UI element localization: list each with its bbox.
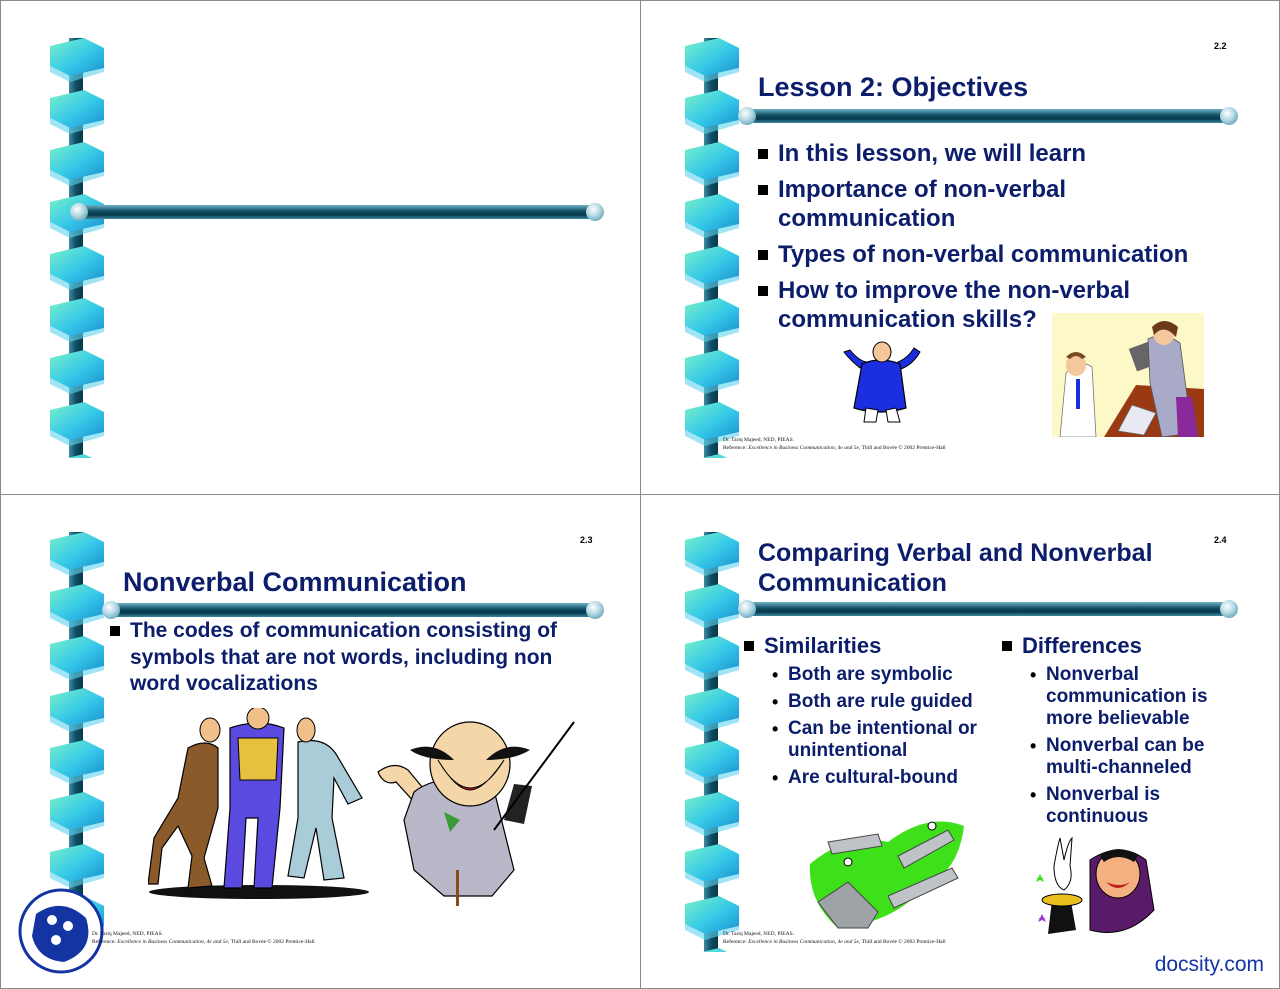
footer-reference: Reference: Excellence in Business Communication, 4e and 5e, Thill and Bovée © 2002 Prentice-Hall [723,939,946,945]
list-item: • Both are rule guided [772,691,973,712]
rod-knob-left [102,601,120,619]
slide-4 [640,494,1280,989]
list-item: • Can be intentional or unintentional [772,718,977,761]
slide-title: Nonverbal Communication [123,567,467,597]
rod-knob-right [1220,600,1238,618]
definition-list [110,618,588,698]
list-item: The codes of communication consisting of symbols that are not words, including non word vocalizations [110,618,588,698]
slide-number: 2.3 [580,535,593,545]
similarities-list [770,664,1000,794]
slide-2 [640,0,1280,494]
similarities-heading: Similarities [744,633,881,659]
objectives-list [758,139,1218,334]
rod-knob-left [738,600,756,618]
footer-author: Dr. Tariq Majeed, NED, PIEAS. [92,931,164,937]
rod-knob-right [586,203,604,221]
list-item: Importance of non-verbal communication [758,175,1108,233]
list-item: How to improve the non-verbal communication skills? [758,276,1178,334]
spiral-binding-icon [685,532,739,952]
shrugging-man-clipart [836,338,924,426]
list-item: • Nonverbal is continuous [1030,784,1161,827]
list-item: • Nonverbal communication is more believable [1030,664,1208,729]
differences-list [1028,664,1214,833]
title-rod [78,205,600,219]
rod-knob-left [70,203,88,221]
slide-footer [92,930,315,946]
slide-footer [723,436,946,452]
spiral-binding-icon [685,38,739,458]
slide-number: 2.4 [1214,535,1227,545]
rod-knob-right [586,601,604,619]
footer-author: Dr. Tariq Majeed, NED, PIEAS. [723,437,795,443]
title-rod [744,109,1234,123]
list-item: Types of non-verbal communication [758,240,1218,269]
slide-1 [0,0,640,494]
footer-author: Dr. Tariq Majeed, NED, PIEAS. [723,931,795,937]
magician-rabbit-clipart [1030,830,1156,942]
differences-heading: Differences [1002,633,1142,659]
slide-footer [723,930,946,946]
title-rod [744,602,1234,616]
slide-number: 2.2 [1214,41,1227,51]
spiral-binding-icon [50,38,104,458]
footer-reference: Reference: Excellence in Business Communication, 4e and 5e, Thill and Bovée © 2002 Prentice-Hall [723,445,946,451]
office-scene-clipart [1052,313,1204,437]
bridges-clipart [808,812,966,930]
footer-reference: Reference: Excellence in Business Communication, 4e and 5e, Thill and Bovée © 2002 Prentice-Hall [92,939,315,945]
slide-title: Lesson 2: Objectives [758,72,1029,102]
rod-knob-left [738,107,756,125]
list-item: • Nonverbal can be multi-channeled [1030,735,1205,778]
list-item: In this lesson, we will learn [758,139,1218,168]
docsity-watermark[interactable]: docsity.com [1154,953,1264,976]
list-item: • Are cultural-bound [772,767,958,788]
slide-title: Comparing Verbal and Nonverbal Communication [758,539,1153,597]
three-men-clipart [148,708,370,900]
rod-knob-right [1220,107,1238,125]
slide-3 [0,494,640,989]
laughing-man-clipart [374,720,580,908]
list-item: • Both are symbolic [772,664,953,685]
title-rod [108,603,600,617]
